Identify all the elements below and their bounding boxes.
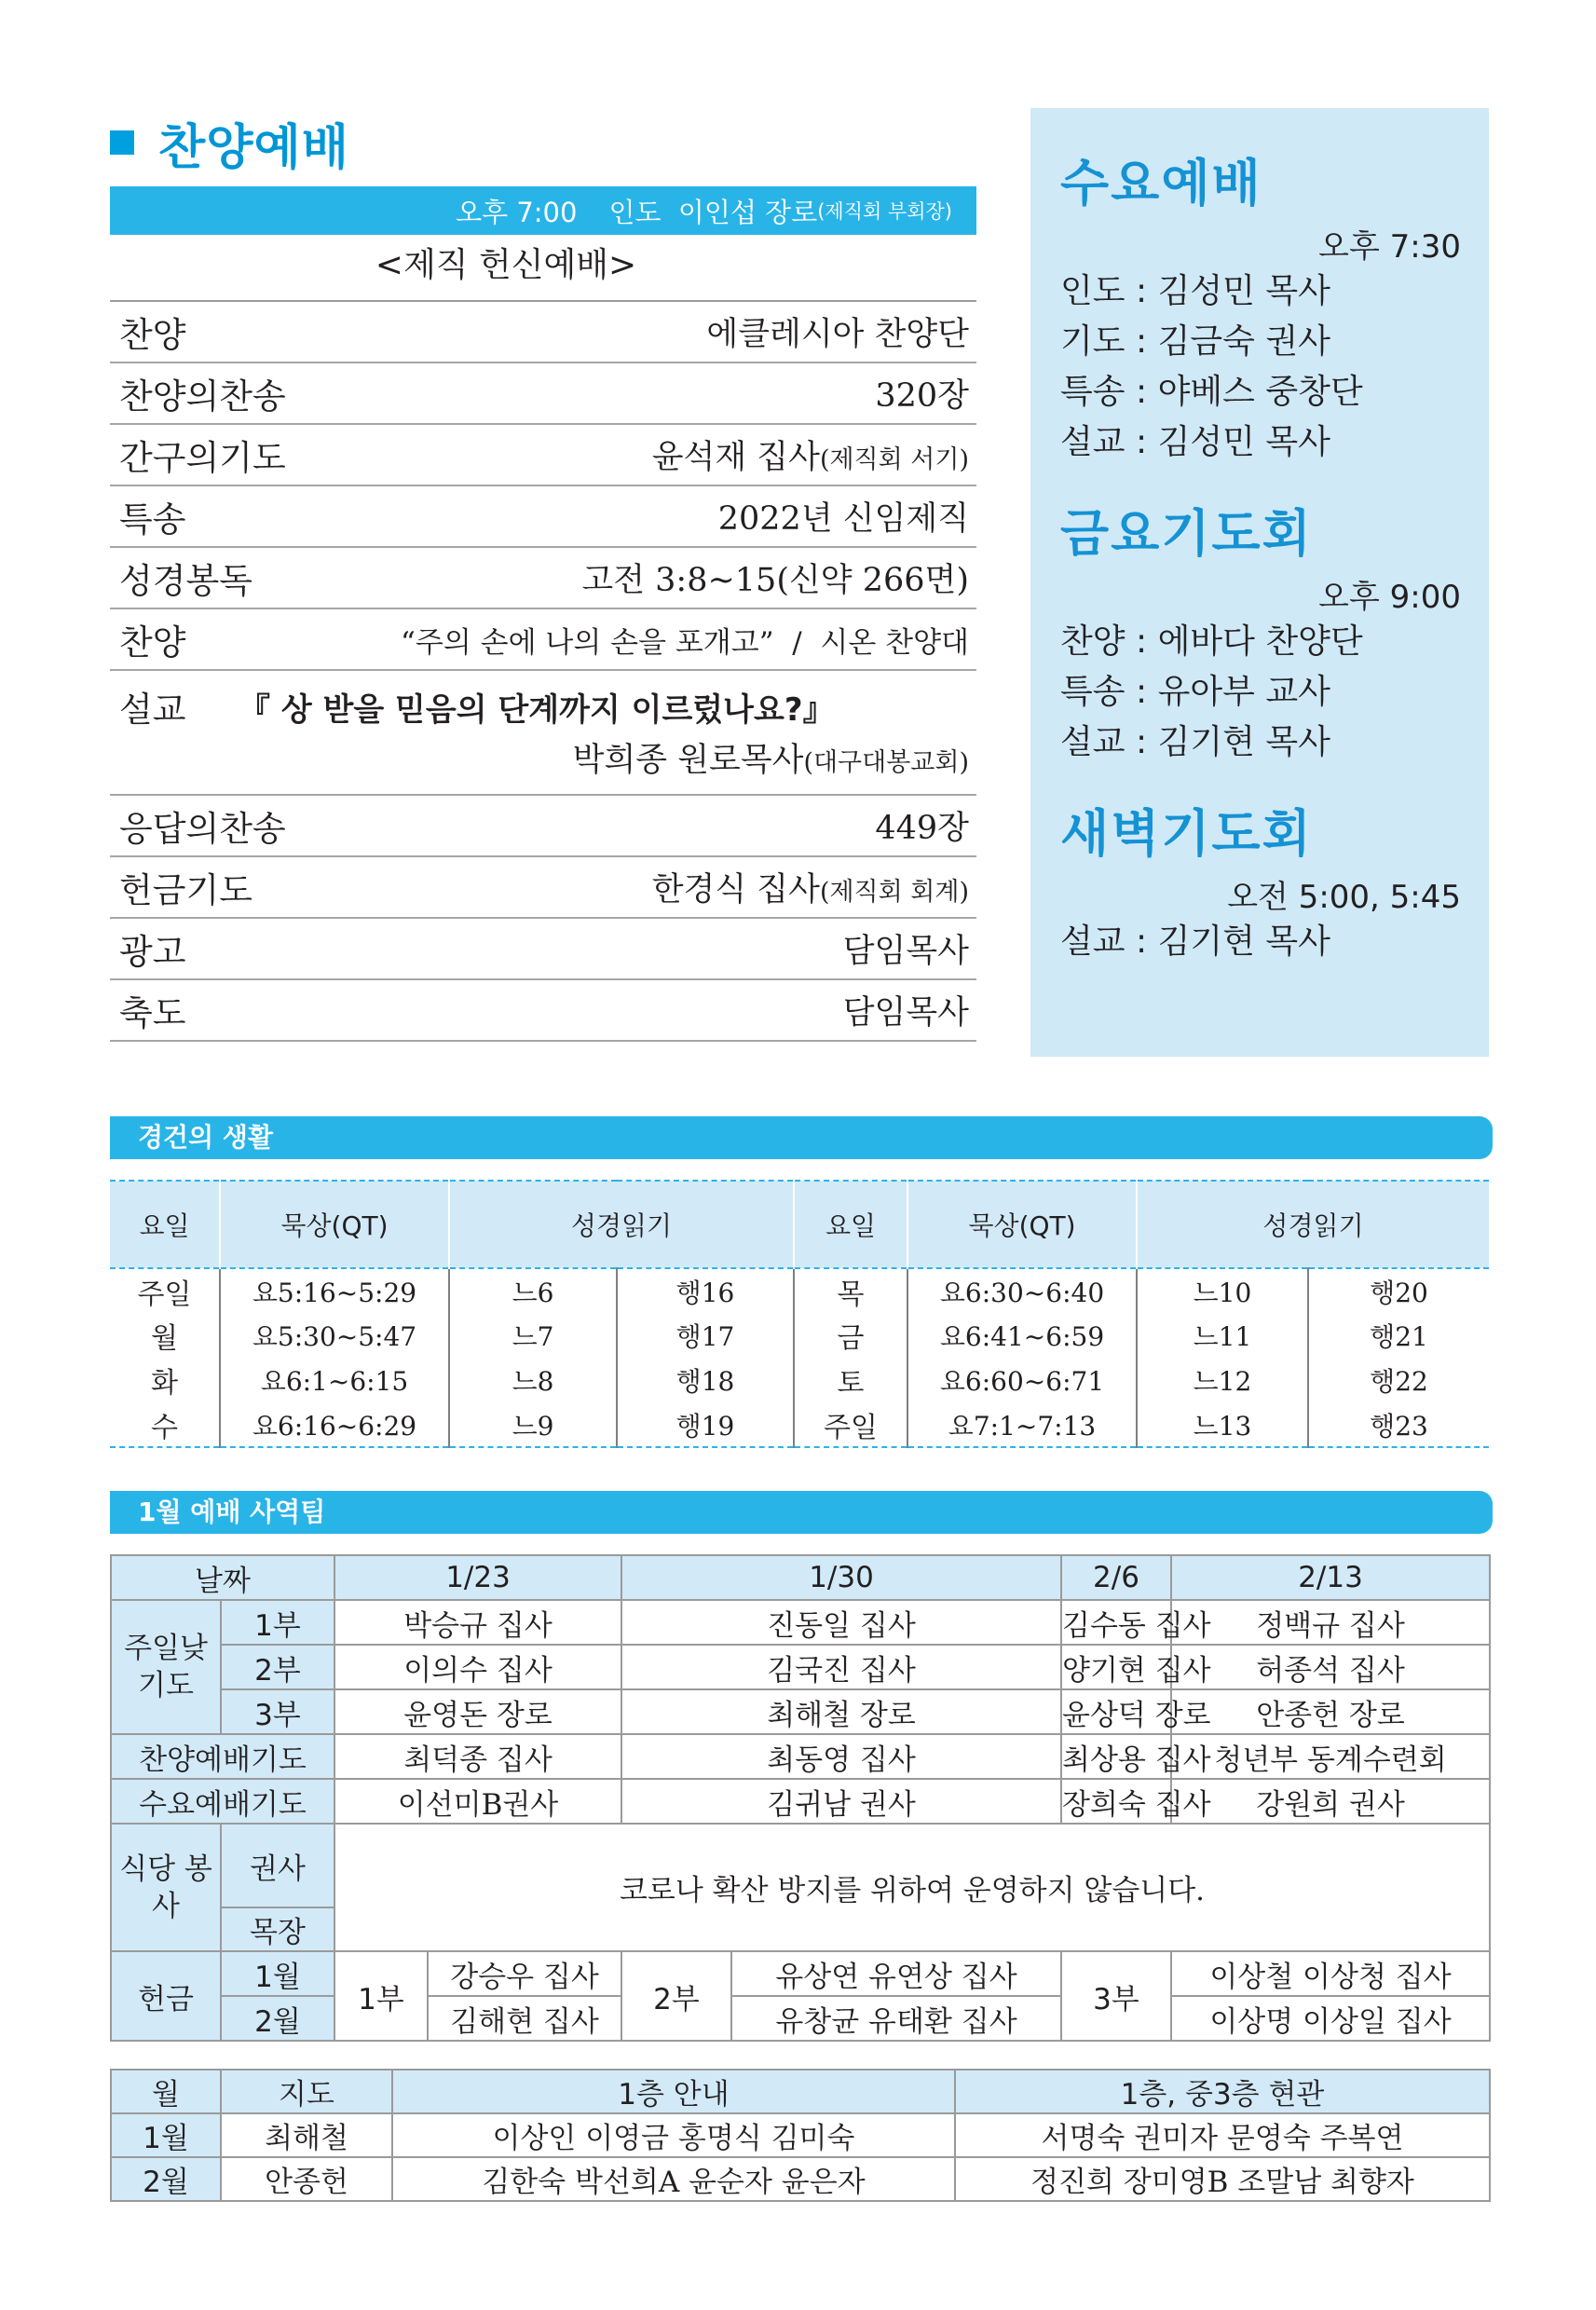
name-cell: 허종석 집사 — [1171, 1645, 1490, 1689]
devotion-section-header — [110, 1116, 1493, 1159]
order-row — [110, 857, 976, 919]
name-cell: 김해현 집사 — [428, 1996, 621, 2041]
offering-row — [111, 1996, 1490, 2041]
name-cell: 서명숙 권미자 문영숙 주복연 — [955, 2113, 1490, 2157]
name-cell: 최동영 집사 — [621, 1734, 1061, 1779]
wed-prayer-label: 수요예배기도 — [111, 1779, 334, 1824]
wednesday-line: 기도 : 김금숙 권사 — [1060, 322, 1330, 361]
dining-label: 식당 봉사 — [111, 1824, 221, 1951]
name-cell: 양기현 집사 — [1061, 1645, 1171, 1689]
order-value: 449장 — [875, 810, 969, 847]
order-value: 320장 — [875, 377, 969, 415]
sunday-prayer-row — [111, 1645, 1490, 1689]
order-value: 2022년 신임제직 — [717, 500, 969, 538]
name-cell: 장희숙 집사 — [1061, 1779, 1171, 1824]
name-cell: 강원희 권사 — [1171, 1779, 1490, 1824]
devotion-section-title: 경건의 생활 — [110, 1116, 301, 1159]
name-cell: 유상연 유연상 집사 — [731, 1951, 1061, 1996]
order-label: 찬양의찬송 — [119, 376, 286, 417]
name-cell: 유창균 유태환 집사 — [731, 1996, 1061, 2041]
reading-cell: 느8 — [449, 1358, 617, 1402]
reading-cell: 행20 — [1308, 1268, 1489, 1313]
order-value: 에클레시아 찬양단 — [706, 316, 969, 353]
name-cell: 김한숙 박선희A 윤순자 윤은자 — [392, 2157, 955, 2201]
praise-prayer-row — [111, 1734, 1490, 1779]
order-value: “주의 손에 나의 손을 포개고” / 시온 찬양대 — [401, 625, 969, 660]
praise-title-row — [110, 110, 976, 175]
name-cell: 강승우 집사 — [428, 1951, 621, 1996]
friday-time: 오후 9:00 — [1318, 579, 1461, 616]
order-label: 헌금기도 — [119, 870, 252, 910]
dawn-time: 오전 5:00, 5:45 — [1227, 879, 1461, 916]
floor-guide-table — [110, 2069, 1491, 2202]
qt-cell: 요6:1~6:15 — [220, 1358, 449, 1402]
sunday-prayer-row — [111, 1689, 1490, 1734]
reading-cell: 행17 — [617, 1313, 794, 1358]
qt-cell: 요7:1~7:13 — [907, 1402, 1137, 1447]
day-cell: 토 — [794, 1358, 907, 1402]
day-cell: 주일 — [137, 1278, 192, 1311]
name-cell: 윤영돈 장로 — [334, 1689, 621, 1734]
reading-cell: 행16 — [617, 1268, 794, 1313]
day-cell: 주일 — [794, 1402, 907, 1447]
order-value: 담임목사 — [842, 933, 969, 970]
order-value: 한경식 집사(제직회 회계) — [651, 871, 969, 909]
praise-title: 찬양예배 — [158, 119, 349, 176]
order-row — [110, 302, 976, 363]
order-row — [110, 548, 976, 609]
dining-sub: 권사 — [221, 1824, 334, 1907]
header-reading: 성경읽기 — [1137, 1181, 1489, 1268]
devotion-row — [110, 1358, 1489, 1402]
month-cell: 2월 — [221, 1996, 334, 2041]
date-label: 날짜 — [111, 1555, 334, 1600]
order-row — [110, 796, 976, 857]
reading-cell: 행18 — [617, 1358, 794, 1402]
name-cell: 김귀남 권사 — [621, 1779, 1061, 1824]
offering-part: 3부 — [1061, 1951, 1171, 2041]
praise-leader-note: (제직회 부회장) — [817, 200, 952, 223]
name-cell: 정진희 장미영B 조말남 최향자 — [955, 2157, 1490, 2201]
sunday-label: 주일낮 기도 — [111, 1600, 221, 1734]
square-bullet-icon — [110, 130, 134, 155]
devotion-table — [110, 1180, 1489, 1448]
wednesday-line: 인도 : 김성민 목사 — [1060, 272, 1330, 310]
name-cell: 진동일 집사 — [621, 1600, 1061, 1645]
wed-prayer-row — [111, 1779, 1490, 1824]
qt-cell: 요6:41~6:59 — [907, 1313, 1137, 1358]
order-label: 찬양 — [119, 622, 186, 663]
offering-label: 헌금 — [111, 1951, 221, 2041]
floor-header: 1층, 중3층 현관 — [955, 2070, 1490, 2113]
part-cell: 2부 — [221, 1645, 334, 1689]
sermon-row — [110, 671, 976, 796]
qt-cell: 요6:30~6:40 — [907, 1268, 1137, 1313]
date-cell: 2/13 — [1171, 1555, 1490, 1600]
devotion-row — [110, 1268, 1489, 1313]
devotion-row — [110, 1313, 1489, 1358]
name-cell: 김수동 집사 — [1061, 1600, 1171, 1645]
floor-header: 1층 안내 — [392, 2070, 955, 2113]
day-cell: 수 — [151, 1411, 178, 1444]
name-cell: 이의수 집사 — [334, 1645, 621, 1689]
header-day: 요일 — [110, 1181, 220, 1268]
day-cell: 화 — [151, 1367, 178, 1400]
order-label: 특송 — [119, 499, 186, 540]
part-cell: 1부 — [221, 1600, 334, 1645]
order-label: 간구의기도 — [119, 438, 286, 478]
dining-notice: 코로나 확산 방지를 위하여 운영하지 않습니다. — [334, 1824, 1490, 1951]
day-cell: 목 — [794, 1268, 907, 1313]
order-label: 성경봉독 — [119, 561, 252, 601]
order-row — [110, 980, 976, 1042]
floor-row — [111, 2157, 1490, 2201]
offering-part: 1부 — [334, 1951, 428, 2041]
reading-cell: 행19 — [617, 1402, 794, 1447]
praise-service — [110, 110, 976, 1042]
friday-title: 금요기도회 — [1060, 504, 1313, 563]
reading-cell: 느6 — [449, 1268, 617, 1313]
reading-cell: 느10 — [1137, 1268, 1308, 1313]
wednesday-line: 설교 : 김성민 목사 — [1060, 423, 1330, 461]
order-row — [110, 486, 976, 548]
name-cell: 이상인 이영금 홍명식 김미숙 — [392, 2113, 955, 2157]
sunday-prayer-row — [111, 1600, 1490, 1645]
name-cell: 최덕종 집사 — [334, 1734, 621, 1779]
friday-line: 찬양 : 에바다 찬양단 — [1060, 622, 1363, 661]
sermon-preacher: 박희종 원로목사(대구대봉교회) — [572, 742, 969, 779]
name-cell: 안종헌 장로 — [1171, 1689, 1490, 1734]
reading-cell: 느9 — [449, 1402, 617, 1447]
header-day: 요일 — [794, 1181, 907, 1268]
team-section-header — [110, 1491, 1493, 1534]
order-of-worship — [110, 300, 976, 1042]
day-cell: 월 — [151, 1322, 178, 1355]
order-value: 고전 3:8~15(신약 266면) — [581, 562, 969, 599]
reading-cell: 행21 — [1308, 1313, 1489, 1358]
name-cell: 최해철 장로 — [621, 1689, 1061, 1734]
ministry-team-table — [110, 1554, 1491, 2042]
month-cell: 1월 — [221, 1951, 334, 1996]
team-date-row — [111, 1555, 1490, 1600]
qt-cell: 요6:16~6:29 — [220, 1402, 449, 1447]
order-row — [110, 425, 976, 486]
dining-sub: 목장 — [221, 1907, 334, 1951]
floor-row — [111, 2113, 1490, 2157]
team-section-title: 1월 예배 사역팀 — [110, 1491, 353, 1534]
name-cell: 이선미B권사 — [334, 1779, 621, 1824]
month-cell: 2월 — [111, 2157, 221, 2201]
order-row — [110, 363, 976, 425]
name-cell: 이상명 이상일 집사 — [1171, 1996, 1490, 2041]
sermon-label: 설교 — [119, 690, 186, 730]
floor-header: 월 — [111, 2070, 221, 2113]
header-qt: 묵상(QT) — [907, 1181, 1137, 1268]
order-label: 찬양 — [119, 315, 186, 355]
friday-line: 특송 : 유아부 교사 — [1060, 673, 1330, 711]
order-value: 윤석재 집사(제직회 서기) — [651, 439, 969, 476]
name-cell: 김국진 집사 — [621, 1645, 1061, 1689]
floor-header: 지도 — [221, 2070, 392, 2113]
name-cell: 최상용 집사 — [1061, 1734, 1171, 1779]
qt-cell: 요6:60~6:71 — [907, 1358, 1137, 1402]
day-cell: 금 — [794, 1313, 907, 1358]
header-reading: 성경읽기 — [449, 1181, 794, 1268]
praise-subtitle: <제직 헌신예배> — [375, 246, 637, 284]
part-cell: 3부 — [221, 1689, 334, 1734]
name-cell: 이상철 이상청 집사 — [1171, 1951, 1490, 1996]
qt-cell: 요5:30~5:47 — [220, 1313, 449, 1358]
floor-header-row — [111, 2070, 1490, 2113]
month-cell: 1월 — [111, 2113, 221, 2157]
order-label: 광고 — [119, 932, 186, 972]
reading-cell: 느11 — [1137, 1313, 1308, 1358]
praise-leader: 인도 이인섭 장로 — [608, 196, 818, 228]
reading-cell: 느13 — [1137, 1402, 1308, 1447]
devotion-row — [110, 1402, 1489, 1447]
wednesday-title: 수요예배 — [1060, 154, 1262, 212]
praise-prayer-label: 찬양예배기도 — [111, 1734, 334, 1779]
name-cell: 윤상덕 장로 — [1061, 1689, 1171, 1734]
dawn-title: 새벽기도회 — [1060, 804, 1313, 863]
weekday-services-box — [1030, 108, 1489, 1057]
reading-cell: 행23 — [1308, 1402, 1489, 1447]
reading-cell: 느12 — [1137, 1358, 1308, 1402]
header-qt: 묵상(QT) — [220, 1181, 449, 1268]
praise-info-bar — [110, 186, 976, 235]
leader-cell: 최해철 — [221, 2113, 392, 2157]
order-label: 축도 — [119, 993, 186, 1033]
reading-cell: 느7 — [449, 1313, 617, 1358]
friday-line: 설교 : 김기현 목사 — [1060, 723, 1330, 761]
leader-cell: 안종헌 — [221, 2157, 392, 2201]
name-cell: 박승규 집사 — [334, 1600, 621, 1645]
date-cell: 1/23 — [334, 1555, 621, 1600]
dawn-line: 설교 : 김기현 목사 — [1060, 923, 1330, 961]
order-label: 응답의찬송 — [119, 809, 286, 849]
name-cell: 정백규 집사 — [1171, 1600, 1490, 1645]
order-row — [110, 919, 976, 980]
reading-cell: 행22 — [1308, 1358, 1489, 1402]
order-value: 담임목사 — [842, 994, 969, 1032]
dining-row — [111, 1824, 1490, 1907]
offering-row — [111, 1951, 1490, 1996]
date-cell: 1/30 — [621, 1555, 1061, 1600]
devotion-header-row — [110, 1181, 1489, 1268]
name-cell: 청년부 동계수련회 — [1171, 1734, 1490, 1779]
praise-time: 오후 7:00 — [456, 196, 578, 228]
sermon-title: 『 상 받을 믿음의 단계까지 이르렀나요?』 — [239, 690, 835, 729]
order-row — [110, 609, 976, 671]
wednesday-line: 특송 : 야베스 중창단 — [1060, 373, 1363, 411]
wednesday-time: 오후 7:30 — [1318, 228, 1461, 266]
offering-part: 2부 — [621, 1951, 731, 2041]
date-cell: 2/6 — [1061, 1555, 1171, 1600]
qt-cell: 요5:16~5:29 — [220, 1268, 449, 1313]
